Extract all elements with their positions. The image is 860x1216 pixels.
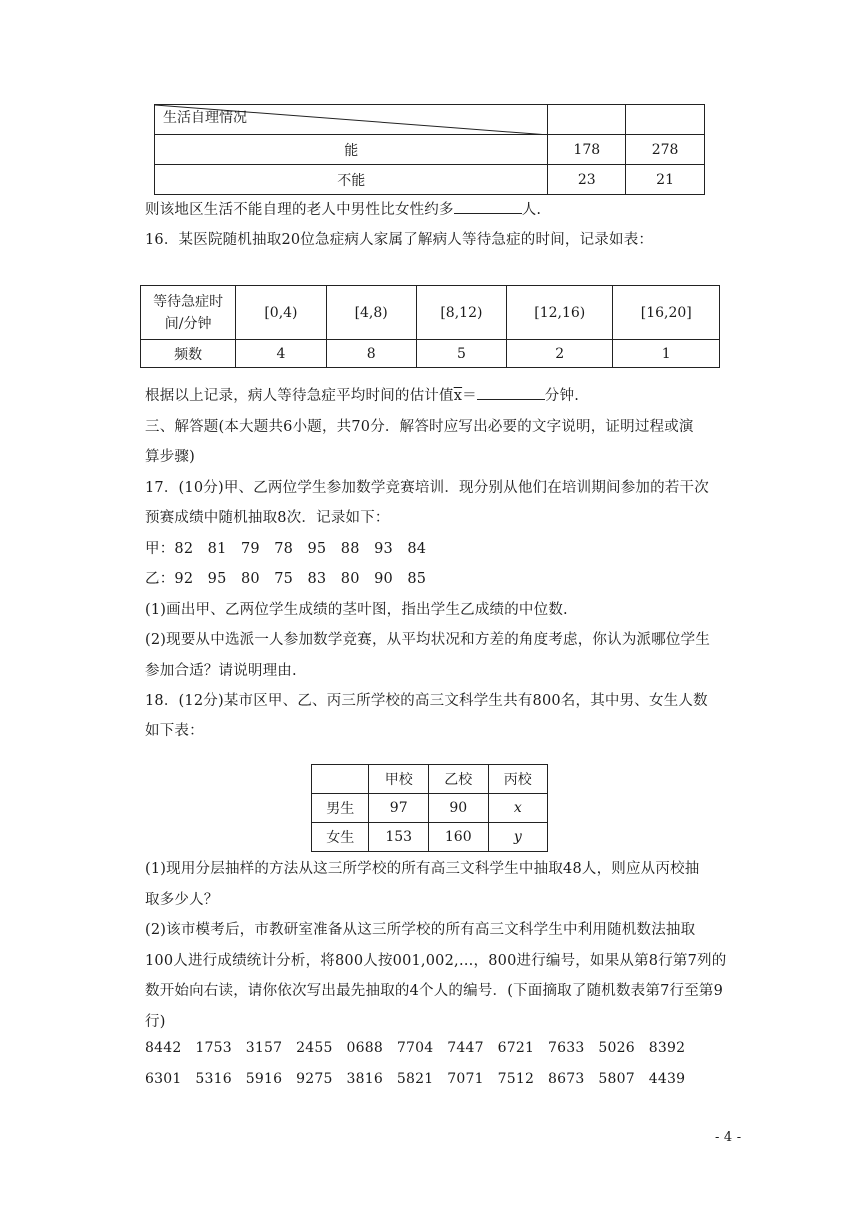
- q18-part2-line4: 行): [145, 1014, 166, 1030]
- diagonal-header-cell: [155, 105, 548, 135]
- freq-cell: 1: [613, 340, 720, 368]
- table-cell: [312, 765, 369, 794]
- x-bar-symbol: $\overline{x}$: [453, 388, 463, 404]
- interval-cell: [4,8): [326, 286, 416, 340]
- table-elderly-selfcare: [154, 104, 705, 195]
- q15-tail: 则该地区生活不能自理的老人中男性比女性约多 人.: [145, 198, 541, 219]
- header-cell: 等待急症时 间/分钟: [141, 286, 236, 340]
- random-table-row1: 8442 1753 3157 2455 0688 7704 7447 6721 7633 5026 8392: [145, 1040, 686, 1056]
- table-cell: 21: [626, 165, 705, 195]
- answer-blank: [477, 385, 545, 400]
- table-cell: 23: [548, 165, 626, 195]
- table-cell: [548, 105, 626, 135]
- column-header: 甲校: [369, 765, 429, 794]
- freq-cell: 5: [416, 340, 506, 368]
- interval-cell: [8,12): [416, 286, 506, 340]
- interval-cell: [12,16): [507, 286, 613, 340]
- table-waiting-time: [140, 285, 720, 368]
- q18-part1-line1: (1)现用分层抽样的方法从这三所学校的所有高三文科学生中抽取48人，则应从丙校抽: [145, 861, 700, 877]
- table-cell: 153: [369, 823, 429, 852]
- freq-cell: 8: [326, 340, 416, 368]
- freq-cell: 2: [507, 340, 613, 368]
- row-label: 频数: [141, 340, 236, 368]
- table-row: [141, 286, 720, 340]
- table-cell: 160: [428, 823, 488, 852]
- q18-line2: 如下表：: [145, 723, 204, 739]
- table-cell: 90: [428, 794, 488, 823]
- q18-line1: 18．(12分)某市区甲、乙、丙三所学校的高三文科学生共有800名，其中男、女生人数: [145, 693, 708, 709]
- interval-cell: [0,4): [236, 286, 326, 340]
- q17-line2: 预赛成绩中随机抽取8次．记录如下：: [145, 510, 390, 526]
- freq-cell: 4: [236, 340, 326, 368]
- section3-line2: 算步骤): [145, 449, 195, 465]
- table-row: [312, 794, 548, 823]
- section3-line1: 三、解答题(本大题共6小题，共70分．解答时应写出必要的文字说明，证明过程或演: [145, 419, 694, 435]
- table-cell: x: [488, 794, 547, 823]
- row-label: 女生: [312, 823, 369, 852]
- column-header: 丙校: [488, 765, 547, 794]
- q17-yi-scores: 乙：92 95 80 75 83 80 90 85: [145, 571, 427, 587]
- q17-part2-line2: 参加合适？请说明理由.: [145, 663, 297, 679]
- table-cell: 278: [626, 135, 705, 165]
- answer-blank: [454, 199, 522, 214]
- q17-part2-line1: (2)现要从中选派一人参加数学竞赛，从平均状况和方差的角度考虑，你认为派哪位学生: [145, 632, 711, 648]
- table-row: [155, 165, 705, 195]
- q18-part1-line2: 取多少人？: [145, 892, 219, 908]
- table-row: [155, 135, 705, 165]
- row-label: 男生: [312, 794, 369, 823]
- diagonal-header-label: 生活自理情况: [163, 110, 247, 126]
- row-label: 不能: [155, 165, 548, 195]
- column-header: 乙校: [428, 765, 488, 794]
- table-school-gender: [311, 764, 548, 852]
- q18-part2-line2: 100人进行成绩统计分析，将800人按001,002,…，800进行编号，如果从第8行第7列的: [145, 953, 727, 969]
- table-cell: 97: [369, 794, 429, 823]
- q18-part2-line1: (2)该市模考后，市教研室准备从这三所学校的所有高三文科学生中利用随机数法抽取: [145, 922, 696, 938]
- table-row: [312, 823, 548, 852]
- random-table-row2: 6301 5316 5916 9275 3816 5821 7071 7512 8673 5807 4439: [145, 1071, 686, 1087]
- table-cell: 178: [548, 135, 626, 165]
- table-row: [141, 340, 720, 368]
- table-cell: y: [488, 823, 547, 852]
- q16-stem: 16．某医院随机抽取20位急症病人家属了解病人等待急症的时间，记录如表：: [145, 232, 654, 248]
- q16-tail: 根据以上记录，病人等待急症平均时间的估计值$\overline{x}=$ 分钟.: [145, 384, 579, 405]
- table-row: [312, 765, 548, 794]
- q17-part1: (1)画出甲、乙两位学生成绩的茎叶图，指出学生乙成绩的中位数.: [145, 602, 568, 618]
- page-number: - 4 -: [715, 1130, 742, 1145]
- q17-jia-scores: 甲：82 81 79 78 95 88 93 84: [145, 541, 427, 557]
- table-cell: [626, 105, 705, 135]
- q17-line1: 17．(10分)甲、乙两位学生参加数学竞赛培训．现分别从他们在培训期间参加的若干次: [145, 480, 709, 496]
- q18-part2-line3: 数开始向右读，请你依次写出最先抽取的4个人的编号．(下面摘取了随机数表第7行至第9: [145, 983, 724, 999]
- interval-cell: [16,20]: [613, 286, 720, 340]
- row-label: 能: [155, 135, 548, 165]
